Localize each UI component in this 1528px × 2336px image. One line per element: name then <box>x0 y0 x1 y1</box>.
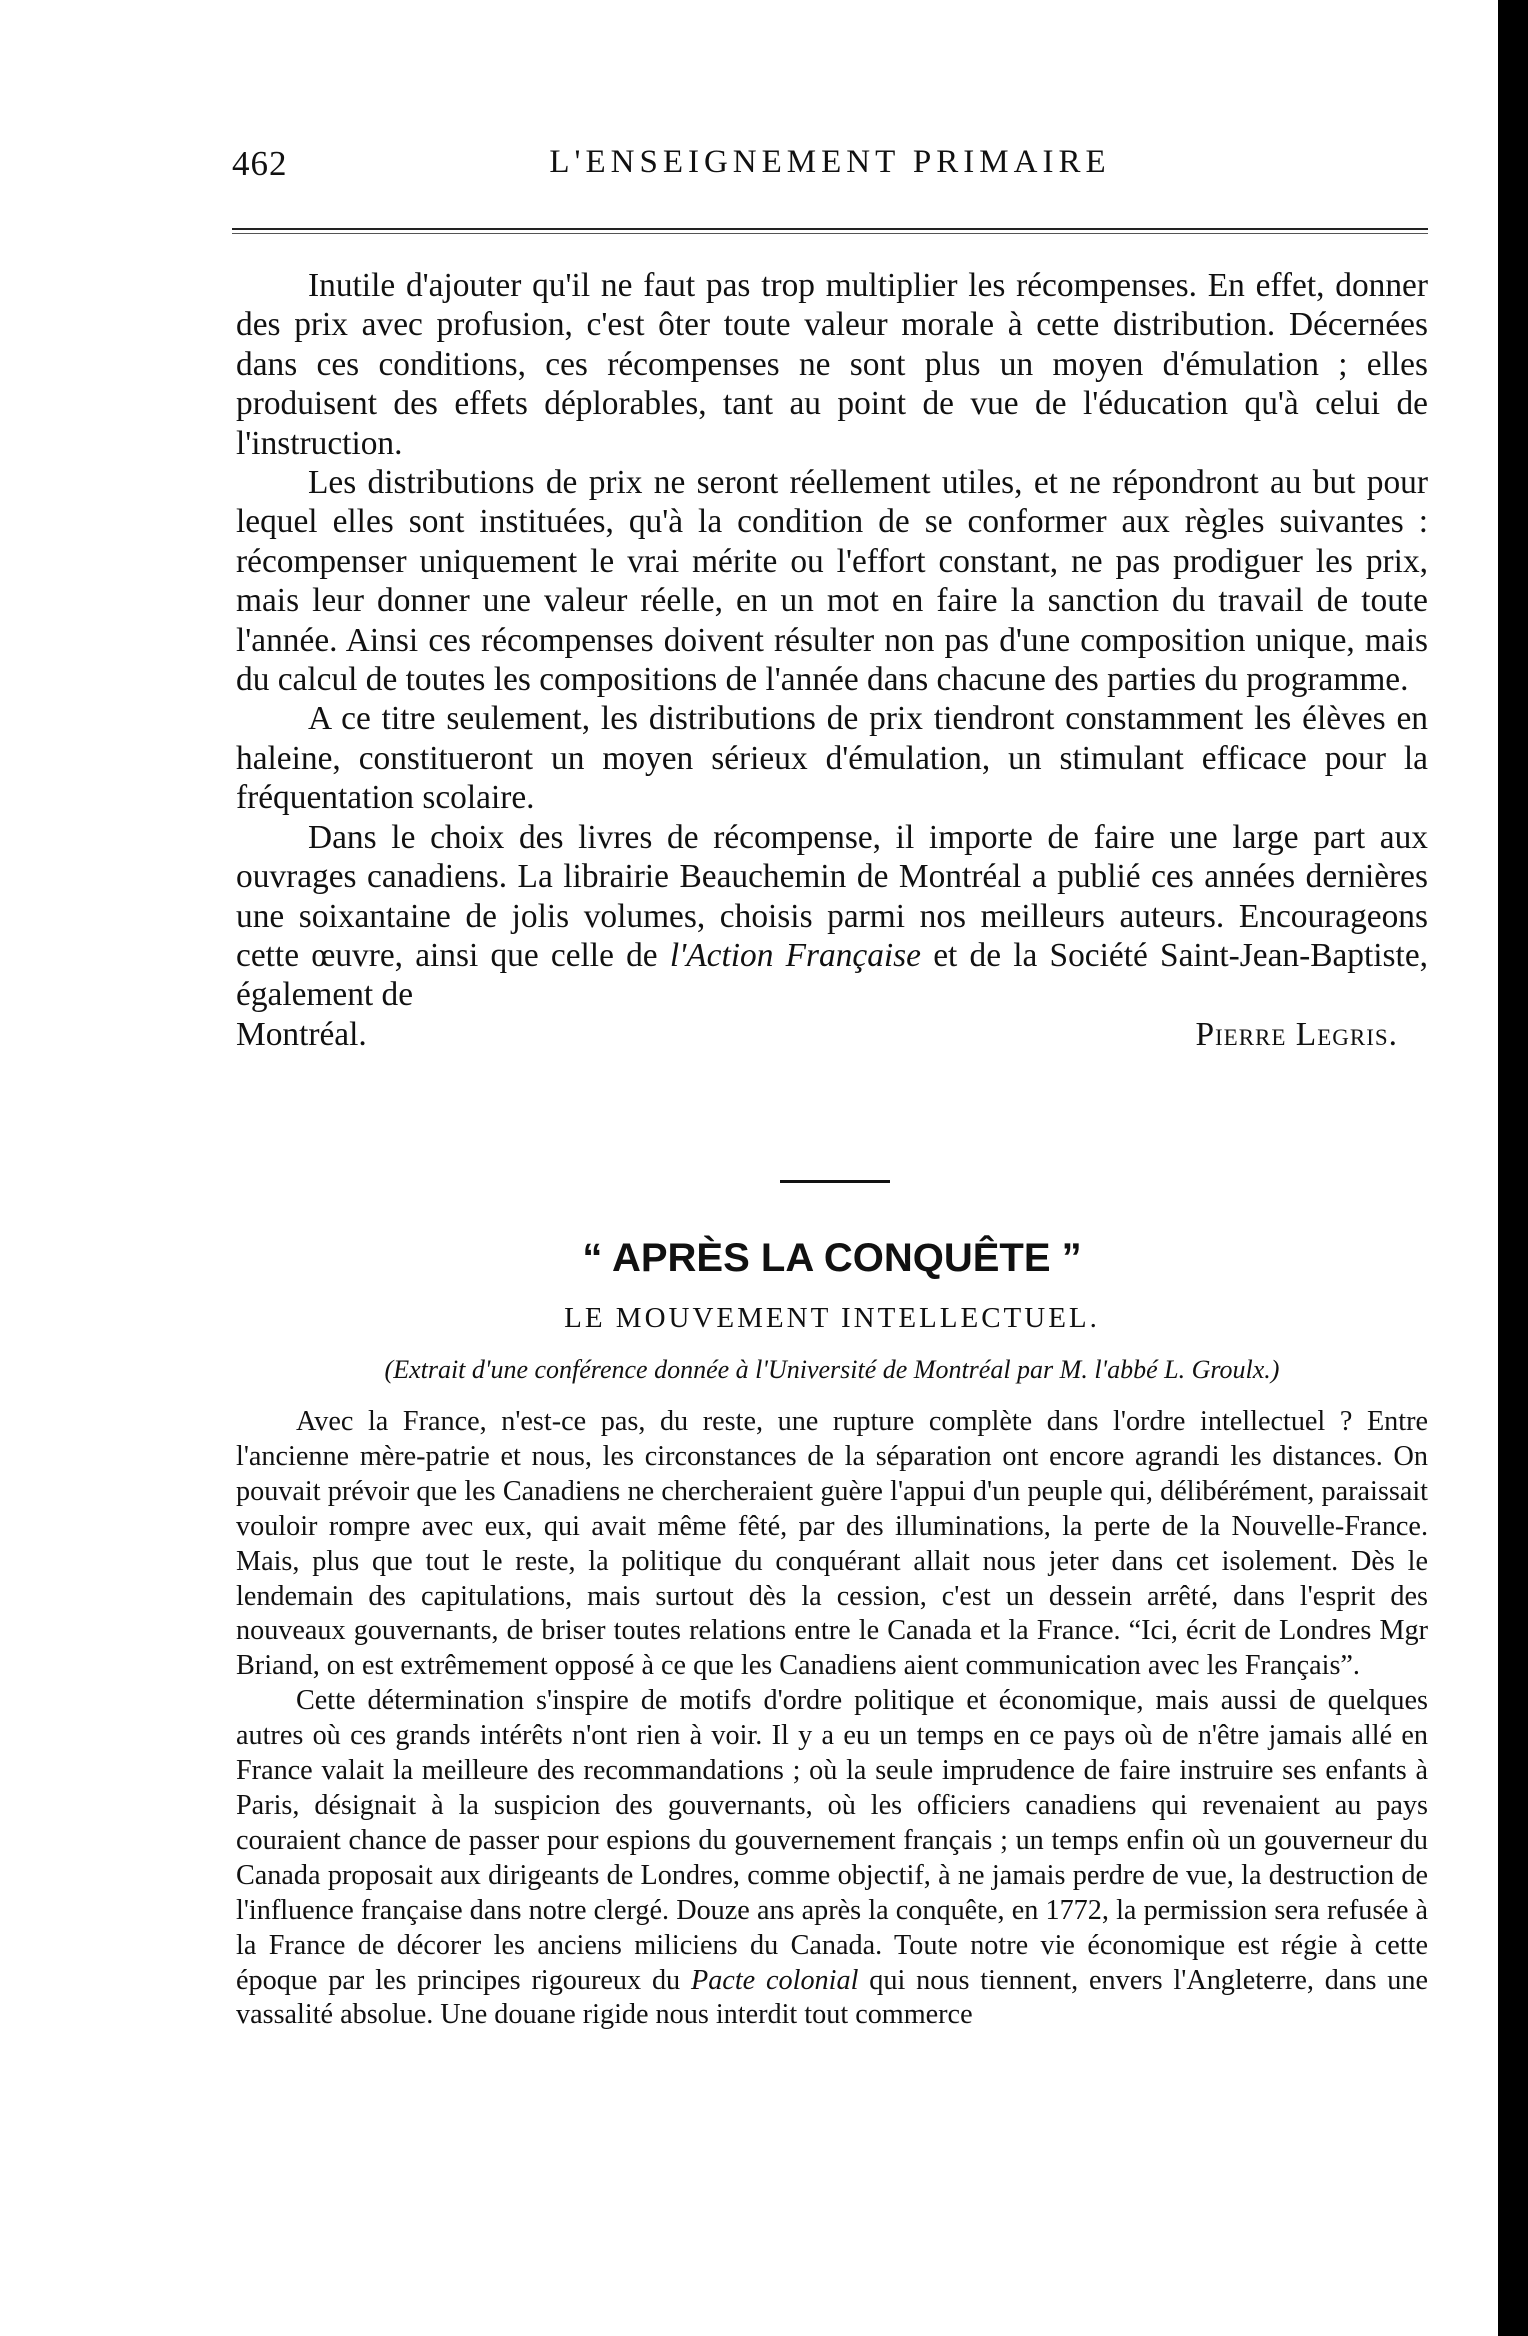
author-signature: Pierre Legris. <box>1195 1015 1398 1053</box>
paragraph: Les distributions de prix ne seront réellement utiles, et ne répondront au but pour lequel elles sont instituées, qu'à la condition de se conformer aux règles suivantes : récompenser uniquement le vrai mérite ou l'effort constant, ne pas prodiguer les prix, mais leur donner une valeur réelle, en un mot en faire la sanction du travail de toute l'année. Ainsi ces récompenses doivent résulter non pas d'une composition unique, mais du calcul de toutes les compositions de l'année dans chacune des parties du programme. <box>236 464 1428 699</box>
prize-distribution-article <box>236 266 1428 1055</box>
source-note: (Extrait d'une conférence donnée à l'Université de Montréal par M. l'abbé L. Groulx.) <box>384 1355 1280 1384</box>
paragraph: A ce titre seulement, les distributions de prix tiendront constamment les élèves en haleine, constitueront un moyen sérieux d'émulation, un stimulant efficace pour la fréquentation scolaire. <box>236 700 1428 817</box>
article-subtitle: LE MOUVEMENT INTELLECTUEL. <box>564 1302 1100 1334</box>
paragraph <box>236 1684 1428 2033</box>
paragraph-text: Cette détermination s'inspire de motifs d'ordre politique et économique, mais aussi de quelques autres où ces grands intérêts n'ont rien à voir. Il y a eu un temps en ce pays où de n'être jamais allé en France valait la meilleure des recommandations ; où la seule imprudence de faire instruire ses enfants à Paris, désignait à la suspicion des gouvernants, où les officiers canadiens qui revenaient au pays couraient chance de passer pour espions du gouvernement français ; un temps enfin où un gouverneur du Canada proposait aux dirigeants de Londres, comme objectif, à ne jamais perdre de vue, la destruction de l'influence française dans notre clergé. Douze ans après la conquête, en 1772, la permission sera refusée à la France de décorer les anciens miliciens du Canada. Toute notre vie économique est régie à cette époque par les principes rigoureux du <box>236 1685 1428 1996</box>
header-rule <box>232 228 1428 230</box>
paragraph-text: qui nous tiennent, envers l'Angleterre, dans une vassalité absolue. Une douane rigide nous interdit tout commerce <box>236 1964 1429 2031</box>
article-title: “ APRÈS LA CONQUÊTE ” <box>582 1236 1082 1280</box>
journal-title: l'Action Française <box>669 936 921 974</box>
after-conquest-article <box>236 1405 1428 2033</box>
paragraph-text: et de la Société Saint-Jean-Baptiste, également de <box>236 936 1428 1014</box>
page-number: 462 <box>232 144 288 183</box>
signature-line <box>236 1015 1428 1055</box>
running-title: L'ENSEIGNEMENT PRIMAIRE <box>549 144 1111 180</box>
closing-word: Montréal. <box>236 1015 367 1053</box>
paragraph: Avec la France, n'est-ce pas, du reste, une rupture complète dans l'ordre intellectuel ? Entre l'ancienne mère-patrie et nous, les circonstances de la séparation ont encore agrandi les distances. On pouvait prévoir que les Canadiens ne chercheraient guère l'appui d'un peuple qui, délibérément, paraissait vouloir rompre avec eux, qui avait même fêté, par des illuminations, la perte de la Nouvelle-France. Mais, plus que tout le reste, la politique du conquérant allait nous jeter dans cet isolement. Dès le lendemain des capitulations, mais surtout dès la cession, c'est un dessein arrêté, dans l'esprit des nouveaux gouvernants, de briser toutes relations entre le Canada et la France. “Ici, écrit de Londres Mgr Briand, on est extrêmement opposé à ce que les Canadiens aient communication avec les Français”. <box>236 1406 1428 1682</box>
section-divider <box>780 1180 890 1183</box>
running-head <box>232 144 1428 184</box>
header-rule-thin <box>232 233 1428 234</box>
italic-term: Pacte colonial <box>691 1964 859 1996</box>
paragraph: Inutile d'ajouter qu'il ne faut pas trop multiplier les récompenses. En effet, donner des prix avec profusion, c'est ôter toute valeur morale à cette distribution. Décernées dans ces conditions, ces récompenses ne sont plus un moyen d'émulation ; elles produisent des effets déplorables, tant au point de vue de l'éducation qu'à celui de l'instruction. <box>236 267 1428 462</box>
scan-border <box>1498 0 1528 2336</box>
paragraph <box>236 818 1428 1015</box>
paragraph-text: Dans le choix des livres de récompense, il importe de faire une large part aux ouvrages canadiens. La librairie Beauchemin de Montréal a publié ces années dernières une soixantaine de jolis volumes, choisis parmi nos meilleurs auteurs. Encourageons cette œuvre, ainsi que celle de <box>236 818 1428 974</box>
